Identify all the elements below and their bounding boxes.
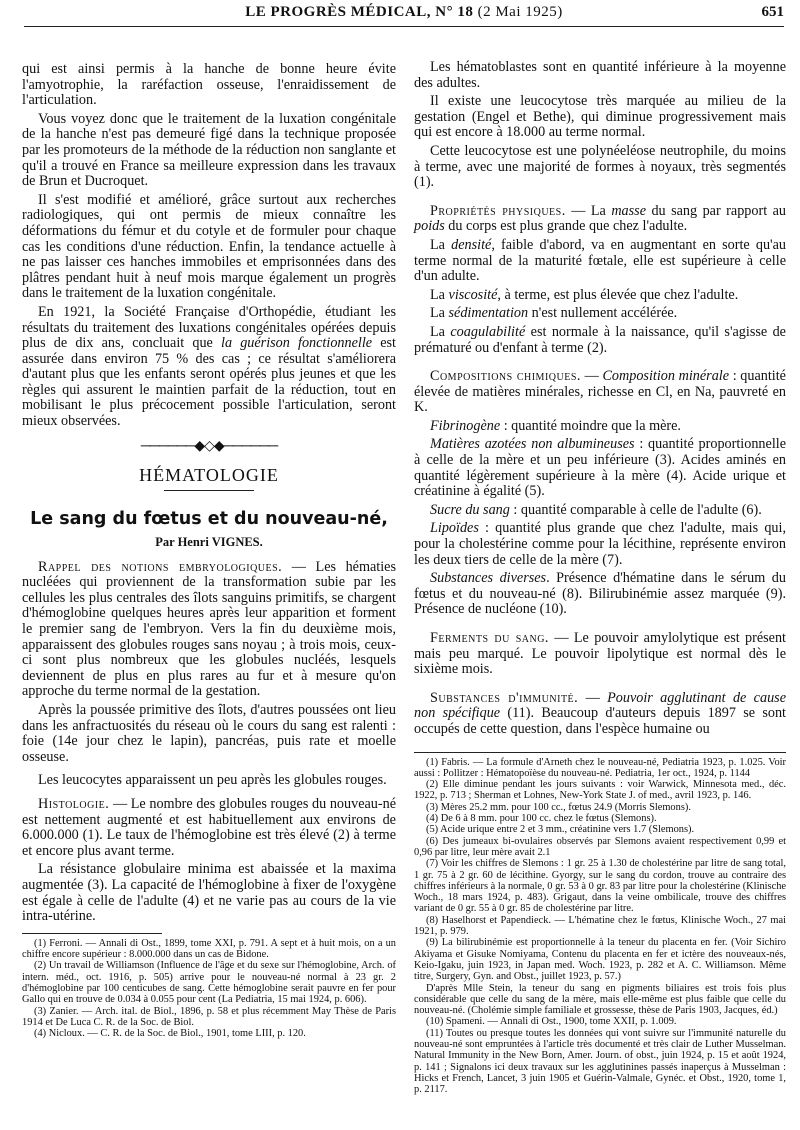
footnote: (2) Un travail de Williamson (Influence de l'âge et du sexe sur l'hémoglobine, Arch. of intern. méd., oct. 1916, p. 505) arrive pour le nouveau-né normal à 23 gr. 2 d'hémoglobine par 100 centicubes de sang. Cette hémoglobine serait pauvre en fer pour Gallo qui en trouve de 0.034 à 0.055 pour cent (La Pediatria, 15 mai 1924, p. 606). (22, 960, 396, 1006)
paragraph: Vous voyez donc que le traitement de la luxation congénitale de la hanche n'est pas demeuré figé dans la technique proposée par les promoteurs de la méthode de la réduction non sanglante et qu'il a trouvé en France sa meilleure expression dans les travaux de Brun et Ducroquet. (22, 110, 396, 190)
left-column (22, 62, 396, 1039)
paragraph: qui est ainsi permis à la hanche de bonne heure évite l'amyotrophie, la raréfaction osseuse, l'enraidissement de l'articulation. (22, 61, 396, 109)
footnote: (9) La bilirubinémie est proportionnelle à la teneur du placenta en fer. (Voir Sichiro Akiyama et Gisuke Nomiyama, Contenu du placenta en fer et ictère des nouveaux-nés, Keio-Igaku, juin 1923, in Japan med. Woch. 1923, p. 282 et A. C. Williamson. Même titre, Surgery, Gyn. and Obst., juillet 1923, p. 57.) (414, 937, 786, 983)
paragraph: Fibrinogène : quantité moindre que la mère. (430, 417, 681, 434)
article-title: Le sang du fœtus et du nouveau-né, (30, 508, 388, 529)
paragraph: Les hématoblastes sont en quantité inférieure à la moyenne des adultes. (414, 59, 786, 91)
footnote: (3) Zanier. — Arch. ital. de Biol., 1896, p. 58 et plus récemment May Thèse de Paris 1914 et De Luca C. R. de la Soc. de Biol. (22, 1005, 396, 1028)
page-number: 651 (761, 4, 784, 20)
footnote: (1) Ferroni. — Annali di Ost., 1899, tome XXI, p. 791. A sept et à huit mois, on a un chiffre encore supérieur : 8.000.000 dans un cas de Bidone. (22, 937, 396, 961)
paragraph: La viscosité, à terme, est plus élevée que chez l'adulte. (430, 286, 739, 303)
paragraph: En 1921, la Société Française d'Orthopédie, étudiant les résultats du traitement des luxations congénitales opérées depuis plus de dix ans, concluait que la guérison fonctionnelle est assurée dans environ 75 % des cas ; ce résultat s'améliorera d'autant plus que les enfants seront opérés plus jeunes et que les règles qui assurent le maintien parfait de la réduction, tout en mobilisant le plus précocement possible l'articulation, seront mieux observées. (22, 303, 396, 430)
paragraph: La sédimentation n'est nullement accélérée. (430, 305, 678, 322)
section-rule (164, 490, 254, 491)
paragraph: Rappel des notions embryologiques. — Les hématies nucléées qui proviennent de la transformation subie par les cellules les plus centrales des îlots sanguins primitifs, se chargent d'hémoglobine quelques heures après leur apparition et forment le premier sang de l'embryon. Vers la fin du deuxième mois, apparaissent des globules rouges sans noyau ; à trois mois, ceux-ci sont plus nombreux que les globules nucléés, lesquels deviennent de plus en plus rares au fur et à mesure qu'on approche du terme normal de la gestation. (22, 558, 396, 700)
section-divider-ornament: ──────◆◇◆────── (140, 438, 278, 454)
paragraph: Ferments du sang. — Le pouvoir amylolytique est présent mais peu marqué. Le pouvoir lipolytique est normal dès le sixième mois. (414, 630, 786, 678)
paragraph: Propriétés physiques. — La masse du sang par rapport au poids du corps est plus grande que chez l'adulte. (414, 202, 786, 235)
paragraph: La densité, faible d'abord, va en augmentant en sorte qu'au terme normal de la maturité fœtale, elle est supérieure à celle d'un adulte. (414, 236, 786, 285)
footnote: (4) Nicloux. — C. R. de la Soc. de Biol., 1901, tome LIII, p. 120. (34, 1028, 306, 1040)
footnote-rule (414, 752, 786, 753)
journal-header (24, 4, 784, 21)
paragraph: Après la poussée primitive des îlots, d'autres poussées ont lieu dans les anfractuosités du réseau où le cours du sang est ralenti : foie (14e jour chez le lapin), pancréas, puis rate et moelle osseuse. (22, 702, 396, 765)
running-header (24, 4, 784, 27)
footnote: (10) Spameni. — Annali di Ost., 1900, tome XXII, p. 1.009. (426, 1016, 677, 1028)
footnote: (4) De 6 à 8 mm. pour 100 cc. chez le fœtus (Slemons). (426, 813, 657, 825)
paragraph: Substances d'immunité. — Pouvoir agglutinant de cause non spécifique (11). Beaucoup d'auteurs depuis 1897 se sont occupés de cette question, dans l'espèce humaine ou (414, 689, 786, 737)
paragraph: La coagulabilité est normale à la naissance, qu'il s'agisse de prématuré ou d'enfant à terme (2). (414, 323, 786, 356)
right-column (414, 60, 786, 1095)
footnote: (11) Toutes ou presque toutes les données qui vont suivre sur l'immunité naturelle du nouveau-né sont empruntées à l'article très documenté et très clair de Luther Musselman. Natural Immunity in the New Born, Amer. Journ. of obst., juin 1924, p. 15 et août 1924, p. 141 ; Signalons ici deux travaux sur les agglutinines passés inaperçus à Musselman : Hicks et French, Lancet, 3 juin 1905 et Guérin-Valmale, Gynéc. et Obst., 1920, tome 1, p. 2117. (414, 1027, 786, 1096)
footnote: (6) Des jumeaux bi-ovulaires observés par Slemons avaient respectivement 0,99 et 0,96 par litre, leur mère avait 2.1 (414, 835, 786, 858)
footnote-rule (22, 933, 162, 934)
paragraph: Cette leucocytose est une polynéeléose neutrophile, du moins à terme, avec une majorité de formes à noyaux, très segmentés (1). (414, 142, 786, 191)
journal-name: LE PROGRÈS MÉDICAL, N° 18 (245, 4, 474, 20)
paragraph: La résistance globulaire minima est abaissée et la maxima augmentée (3). La capacité de l'hémoglobine à fixer de l'oxygène est égale à celle de l'adulte (4) et ne varie pas au cours de la vie intra-utérine. (22, 861, 396, 925)
paragraph: Matières azotées non albumineuses : quantité proportionnelle à celle de la mère et un peu inférieure (3). Acides aminés en quantité légèrement supérieure à la mère (4). Acide urique et créatinine à égalité (5). (414, 436, 787, 500)
section-heading: HÉMATOLOGIE (139, 464, 279, 485)
footnote: (2) Elle diminue pendant les jours suivants : voir Warwick, Minnesota med., déc. 1922, p. 713 ; Sherman et Lohnes, New-York State J. of med., avril 1923, p. 146. (414, 779, 786, 802)
footnote: (5) Acide urique entre 2 et 3 mm., créatinine vers 1.7 (Slemons). (426, 824, 695, 836)
issue-date: (2 Mai 1925) (477, 4, 563, 20)
paragraph: Histologie. — Le nombre des globules rouges du nouveau-né est nettement augmenté et est habituellement aux environs de 6.000.000 (1). Le taux de l'hémoglobine est très élevé (2) à terme et encore plus avant terme. (22, 795, 396, 859)
paragraph: Lipoïdes : quantité plus grande que chez l'adulte, mais qui, pour la cholestérine comme pour la lécithine, représente environ les deux tiers de celle de la mère (7). (414, 520, 786, 568)
paragraph: Il existe une leucocytose très marquée au milieu de la gestation (Engel et Bethe), qui diminue progressivement mais qui est encore à 18.000 au terme normal. (414, 93, 786, 141)
footnote: (7) Voir les chiffres de Slemons : 1 gr. 25 à 1.30 de cholestérine par litre de sang total, 1 gr. 75 à 2 gr. 60 de lécithine. Gyorgy, sur le sang du cordon, trouve au contraire des chiffres inférieurs à la normale, 0 gr. 53 à 0 gr. 83 par litre pour la cholestérine (Klinische Woch., 18 mars 1924, p. 483). Grigaut, dans la veine ombilicale, trouve des chiffres variant de 0 gr. 55 à 0 gr. 85 de cholestérine par litre. (414, 858, 786, 915)
footnote: (8) Haselhorst et Papendieck. — L'hématine chez le fœtus, Klinische Woch., 27 mai 1921, p. 979. (414, 914, 786, 938)
paragraph: Compositions chimiques. — Composition minérale : quantité élevée de matières minérales, richesse en Cl, en Na, pauvreté en K. (414, 368, 786, 416)
paragraph: Substances diverses. Présence d'hématine dans le sérum du fœtus et du nouveau-né (8). Bilirubinémie assez marquée (9). Présence de nucléone (10). (414, 570, 786, 618)
footnote: (1) Fabris. — La formule d'Arneth chez le nouveau-né, Pediatria 1923, p. 1.025. Voir aussi : Pollitzer : Hématopoïèse du nouveau-né. Pediatria, 1er oct., 1924, p. 1144 (414, 756, 786, 779)
footnote: D'après Mlle Stein, la teneur du sang en pigments biliaires est trois fois plus considérable que celle du sang de la mère, mais elle-même est plus faible que celle du nouveau-né. (Cholémie simple familiale et grossesse, thèse de Paris 1903, Jacques, éd.) (414, 982, 786, 1017)
paragraph: Sucre du sang : quantité comparable à celle de l'adulte (6). (430, 501, 762, 518)
paragraph: Il s'est modifié et amélioré, grâce surtout aux recherches radiologiques, qui ont permis de mieux connaître les déformations du fémur et du cotyle et de formuler pour chaque cas les conditions d'une réduction. Enfin, la tendance actuelle à ne pas laisser ces hanches immobiles et emprisonnées dans des plâtres pendant huit à neuf mois marque également un progrès dans le traitement de la luxation congénitale. (22, 191, 396, 302)
footnote: (3) Mères 25.2 mm. pour 100 cc., fœtus 24.9 (Morris Slemons). (426, 801, 691, 813)
article-author: Par Henri VIGNES. (155, 534, 263, 549)
paragraph: Les leucocytes apparaissent un peu après les globules rouges. (38, 772, 387, 789)
